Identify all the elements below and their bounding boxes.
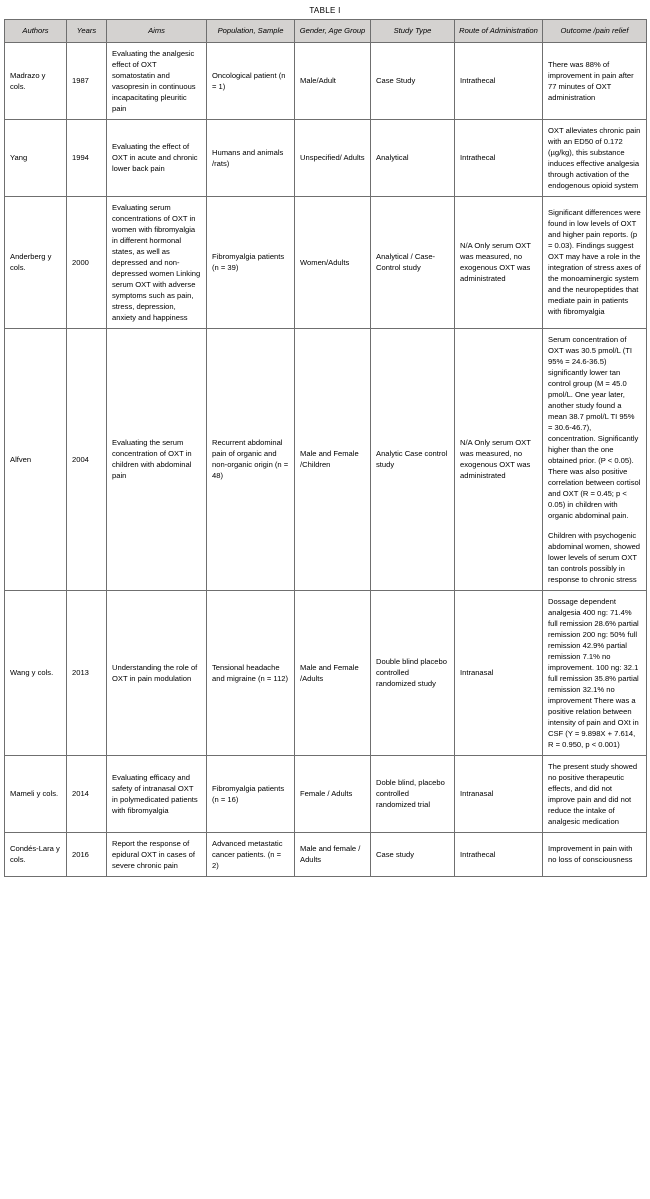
cell-aims: Evaluating the analgesic effect of OXT somatostatin and vasopresin in continuous incapacitating pleuritic pain (107, 42, 207, 119)
cell-authors: Alfven (5, 328, 67, 590)
cell-route: Intranasal (455, 755, 543, 832)
table-row (5, 590, 647, 755)
cell-population: Fibromyalgia patients (n = 16) (207, 755, 295, 832)
column-header-population: Population, Sample (207, 20, 295, 43)
cell-outcome: OXT alleviates chronic pain with an ED50 of 0.172 (µg/kg), this substance induces effective analgesia through activation of the endogenous opioid system (543, 119, 647, 196)
cell-route: N/A Only serum OXT was measured, no exogenous OXT was administrated (455, 328, 543, 590)
cell-years: 2000 (67, 196, 107, 328)
cell-authors: Mameli y cols. (5, 755, 67, 832)
cell-population: Advanced metastatic cancer patients. (n = 2) (207, 832, 295, 876)
cell-study-type: Analytical (371, 119, 455, 196)
column-header-outcome: Outcome /pain relief (543, 20, 647, 43)
column-header-route: Route of Administration (455, 20, 543, 43)
cell-aims: Understanding the role of OXT in pain modulation (107, 590, 207, 755)
cell-aims: Evaluating the serum concentration of OXT in children with abdominal pain (107, 328, 207, 590)
cell-population: Tensional headache and migraine (n = 112) (207, 590, 295, 755)
cell-years: 1987 (67, 42, 107, 119)
cell-population: Recurrent abdominal pain of organic and non-organic origin (n = 48) (207, 328, 295, 590)
table-header (5, 20, 647, 43)
cell-outcome: Dossage dependent analgesia 400 ng: 71.4% full remission 28.6% partial remission 200 ng: 50% full remission 42.9% partial remission 7.1% no improvement. 100 ng: 32.1 full remission 35.8% partial remission 32.1% no improvement There was a positive relation between intensity of pain and OXt in CSF (Y = 9.898X + 7.614, R = 0.950, p < 0.001) (543, 590, 647, 755)
table-row (5, 196, 647, 328)
cell-route: N/A Only serum OXT was measured, no exogenous OXT was administrated (455, 196, 543, 328)
cell-aims: Evaluating the effect of OXT in acute and chronic lower back pain (107, 119, 207, 196)
cell-years: 2004 (67, 328, 107, 590)
cell-authors: Yang (5, 119, 67, 196)
cell-outcome-paragraph-2: Children with psychogenic abdominal women, showed lower levels of serum OXT tan controls possibly in response to chronic stress (548, 530, 641, 584)
column-header-gender-age: Gender, Age Group (295, 20, 371, 43)
cell-study-type: Case study (371, 832, 455, 876)
cell-years: 2014 (67, 755, 107, 832)
cell-years: 1994 (67, 119, 107, 196)
cell-outcome (543, 328, 647, 590)
cell-aims: Evaluating serum concentrations of OXT in women with fibromyalgia in different hormonal states, as well as depressed and non-depressed women Linking serum OXT with adverse symptoms such as pain, stress, depression, anxiety and happiness (107, 196, 207, 328)
cell-gender-age: Female / Adults (295, 755, 371, 832)
cell-gender-age: Male and Female /Adults (295, 590, 371, 755)
cell-population: Humans and animals /rats) (207, 119, 295, 196)
table-row (5, 42, 647, 119)
table-row (5, 832, 647, 876)
cell-route: Intrathecal (455, 832, 543, 876)
cell-authors: Wang y cols. (5, 590, 67, 755)
cell-aims: Report the response of epidural OXT in cases of severe chronic pain (107, 832, 207, 876)
cell-outcome: Significant differences were found in low levels of OXT and higher pain reports. (p = 0.03). Findings suggest OXT may have a role in the integration of stress axes of the monoaminergic system and the neuropeptides that mediate pain in patients with fibromyalgia (543, 196, 647, 328)
cell-route: Intrathecal (455, 42, 543, 119)
column-header-aims: Aims (107, 20, 207, 43)
cell-years: 2016 (67, 832, 107, 876)
cell-population: Fibromyalgia patients (n = 39) (207, 196, 295, 328)
studies-table (4, 19, 647, 877)
table-caption: TABLE I (309, 6, 341, 15)
cell-authors: Anderberg y cols. (5, 196, 67, 328)
column-header-authors: Authors (5, 20, 67, 43)
cell-gender-age: Unspecified/ Adults (295, 119, 371, 196)
cell-study-type: Analytic Case control study (371, 328, 455, 590)
cell-route: Intranasal (455, 590, 543, 755)
cell-study-type: Double blind placebo controlled randomized study (371, 590, 455, 755)
cell-study-type: Doble blind, placebo controlled randomized trial (371, 755, 455, 832)
cell-gender-age: Women/Adults (295, 196, 371, 328)
column-header-study-type: Study Type (371, 20, 455, 43)
column-header-years: Years (67, 20, 107, 43)
cell-outcome-paragraph-1: Serum concentration of OXT was 30.5 pmol/L (TI 95% = 24.6-36.5) significantly lower tan control group (M = 45.0 pmol/L. One year later, another study found a mean 38.7 pmol/L TI 95% = 30.6-46.7), concentration. Significantly higher than the one obtained prior. (P < 0.05). There was also positive correlation between cortisol and OXT (R = 0.45; p < 0.05) in children with organic abdominal pain. (548, 334, 641, 520)
cell-population: Oncological patient (n = 1) (207, 42, 295, 119)
cell-route: Intrathecal (455, 119, 543, 196)
cell-aims: Evaluating efficacy and safety of intranasal OXT in polymedicated patients with fibromyalgia (107, 755, 207, 832)
cell-outcome: The present study showed no positive therapeutic effects, and did not improve pain and did not reduce the intake of analgesic medication (543, 755, 647, 832)
cell-years: 2013 (67, 590, 107, 755)
cell-authors: Condés-Lara y cols. (5, 832, 67, 876)
table-header-row (5, 20, 647, 43)
table-row (5, 119, 647, 196)
table-row (5, 755, 647, 832)
table-body (5, 42, 647, 876)
table-row (5, 328, 647, 590)
cell-gender-age: Male and Female /Children (295, 328, 371, 590)
cell-authors: Madrazo y cols. (5, 42, 67, 119)
cell-gender-age: Male/Adult (295, 42, 371, 119)
cell-study-type: Analytical / Case-Control study (371, 196, 455, 328)
cell-outcome: There was 88% of improvement in pain after 77 minutes of OXT administration (543, 42, 647, 119)
cell-study-type: Case Study (371, 42, 455, 119)
cell-outcome: Improvement in pain with no loss of consciousness (543, 832, 647, 876)
cell-gender-age: Male and female / Adults (295, 832, 371, 876)
